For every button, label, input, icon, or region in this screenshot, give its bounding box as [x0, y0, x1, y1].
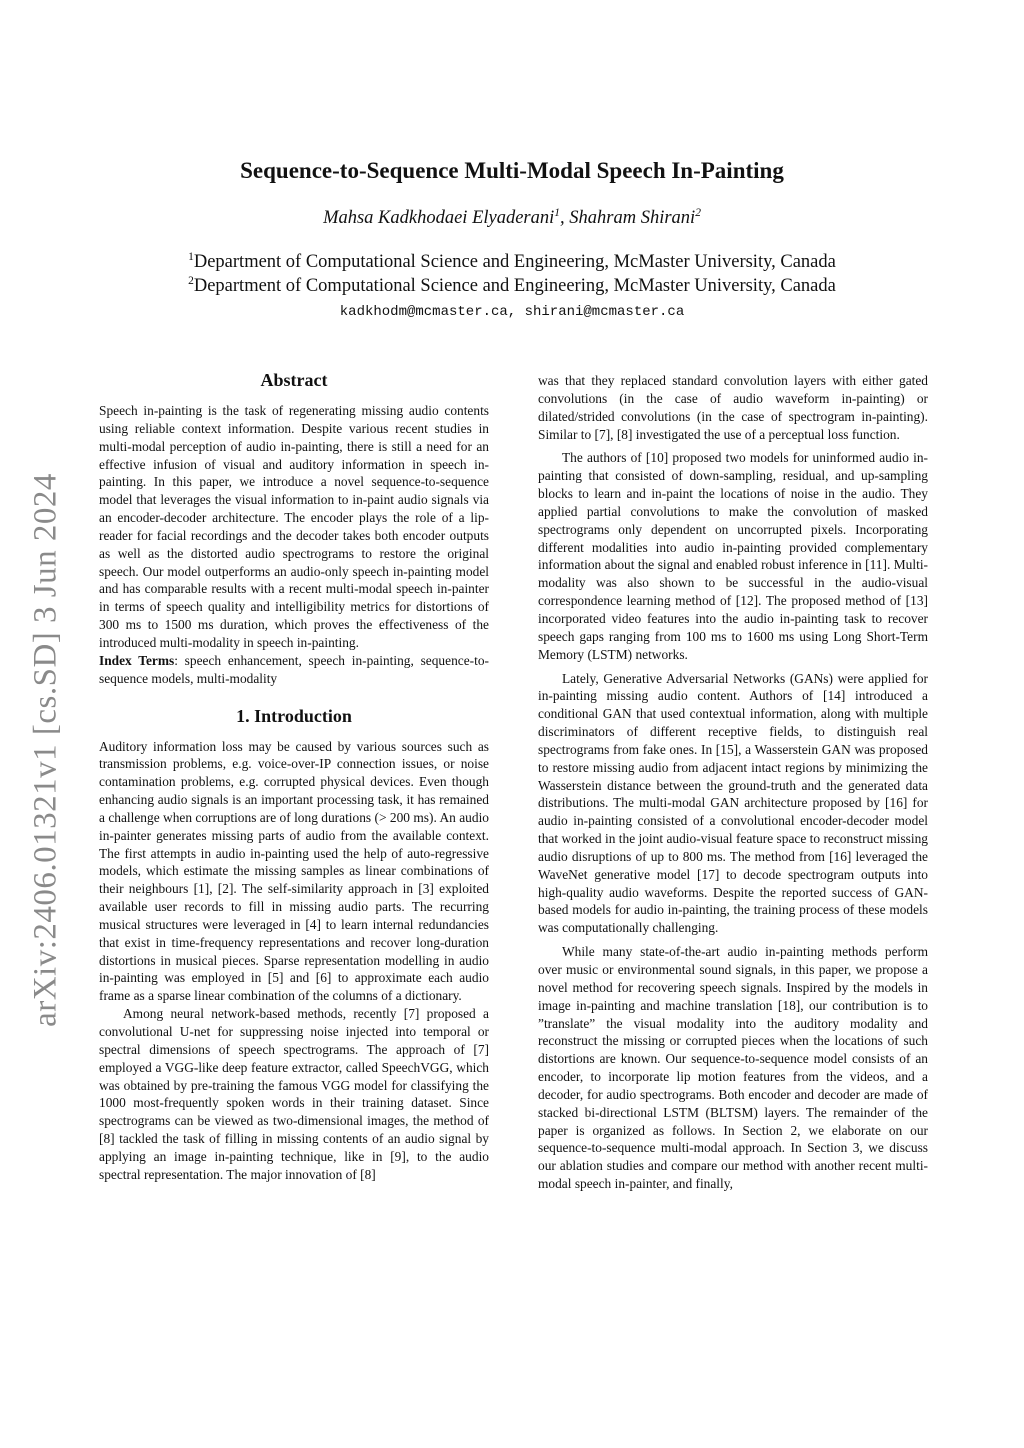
affiliation	[0, 252, 1024, 273]
body-paragraph: Auditory information loss may be caused by various sources such as transmission problems, e.g. voice-over-IP connection issues, or noise contamination problems, e.g. corrupted physical devices. Even though enhancing audio signals is an important processing task, it has remained a challenge when corruptions are of long durations (> 200 ms). An audio in-painter generates missing parts of audio from the available context. The first attempts in audio in-painting used the help of auto-regressive models, which estimate the missing samples as linear combinations of their neighbours [1], [2]. The self-similarity approach in [3] exploited available user records to fill in missing audio parts. The recurring musical structures were leveraged in [4] to learn internal redundancies that exist in time-frequency representations and recover long-duration distortions in musical pieces. Sparse representation modelling in audio in-painting was employed in [5] and [6] to approximate each audio frame as a sparse linear combination of the columns of a dictionary.	[99, 738, 489, 1004]
body-paragraph: Lately, Generative Adversarial Networks (GANs) were applied for in-painting missing audio content. Authors of [14] introduced a conditional GAN that used contextual information, along with multiple discriminators of different receptive fields, to distinguish real spectrograms from fake ones. In [15], a Wasserstein GAN was proposed to restore missing audio from adjacent intact regions by minimizing the Wasserstein distance between the ground-truth and the generated data distributions. The multi-modal GAN architecture proposed by [16] for audio in-painting consisted of a convolutional encoder-decoder model that worked in the joint audio-visual feature space to reconstruct missing audio disruptions of up to 800 ms. The method from [16] leveraged the WaveNet generative model [17] to decode spectrogram outputs into high-quality audio waveforms. Despite the reported success of GAN-based models for audio in-painting, the training process of these models was computationally challenging.	[538, 670, 928, 936]
affiliation-text: Department of Computational Science and Engineering, McMaster University, Canada	[193, 276, 836, 296]
arxiv-identifier	[18, 465, 73, 1035]
body-paragraph: The authors of [10] proposed two models for uninformed audio in-painting that consisted of down-sampling, residual, and up-sampling blocks to learn and in-paint the locations of noise in the audio. They applied partial convolutions to make the convolution of masked spectrograms only dependent on uncorrupted pixels. Incorporating different modalities into audio in-painting provided complementary information about the signal and enabled robust inference in [11]. Multi-modality was also shown to be successful in the audio-visual correspondence learning method of [12]. The proposed method of [13] incorporated video features into the audio in-painting task to recover speech gaps ranging from 100 ms to 1600 ms using Long Short-Term Memory (LSTM) networks.	[538, 450, 928, 662]
affiliation-mark: 2	[695, 206, 701, 219]
index-terms	[99, 652, 489, 688]
index-terms-text: : speech enhancement, speech in-painting, sequence-to-sequence models, multi-modality	[99, 652, 489, 686]
affiliation-mark: 1	[554, 206, 561, 219]
abstract-heading: Abstract	[260, 370, 328, 390]
author-list	[0, 208, 1024, 229]
index-terms-label: Index Terms	[99, 652, 175, 668]
body-paragraph: was that they replaced standard convolution layers with either gated convolutions (in the case of audio waveform in-painting) or dilated/strided convolutions (in the case of spectrogram in-painting). Similar to [7], [8] investigated the use of a perceptual loss function.	[538, 373, 928, 442]
body-paragraph: While many state-of-the-art audio in-painting methods perform over music or environmental sound signals, in this paper, we propose a novel method for recovering speech signals. Inspired by the models in image in-painting and machine translation [18], our contribution is to ”translate” the visual modality into the auditory modality and reconstruct the missing or corrupted pieces when the locations of such distortions are known. Our sequence-to-sequence model consists of an encoder, to incorporate lip motion features from the videos, and a decoder, for audio spectrograms. Both encoder and decoder are made of stacked bi-directional LSTM (BLTSM) layers. The remainder of the paper is organized as follows. In Section 2, we elaborate on our sequence-to-sequence multi-modal approach. In Section 3, we discuss our ablation studies and compare our method with another recent multi-modal speech in-painter, and finally,	[538, 944, 928, 1192]
author-name: Mahsa Kadkhodaei Elyaderani	[323, 208, 555, 228]
left-column	[99, 368, 489, 1184]
affiliation-mark: 1	[188, 250, 194, 263]
right-column	[538, 372, 928, 1193]
affiliation	[0, 276, 1024, 297]
author-emails: kadkhodm@mcmaster.ca, shirani@mcmaster.ca	[339, 304, 685, 320]
abstract-text: Speech in-painting is the task of regenerating missing audio contents using reliable context information. Despite various recent studies in multi-modal perception of audio in-painting, there is still a need for an effective infusion of visual and auditory information in speech in-painting. In this paper, we introduce a novel sequence-to-sequence model that leverages the visual information to in-paint audio signals via an encoder-decoder architecture. The encoder plays the role of a lip-reader for facial recordings and the decoder takes both encoder outputs as well as the distorted audio spectrograms to restore the original speech. Our model outperforms an audio-only speech in-painting model and has comparable results with a recent multi-modal speech in-painter in terms of speech quality and intelligibility metrics for distortions of 300 ms to 1500 ms duration, which proves the effectiveness of the introduced multi-modality in speech in-painting.	[99, 403, 489, 650]
body-paragraph: Among neural network-based methods, recently [7] proposed a convolutional U-net for suppressing noise injected into temporal or spectral dimensions of speech spectrograms. The approach of [7] employed a VGG-like deep feature extractor, called SpeechVGG, which was obtained by pre-training the famous VGG model for classifying the 1000 most-frequently spoken words in their training dataset. Since spectrograms can be viewed as two-dimensional images, the method of [8] tackled the task of filling in missing contents of an audio signal by applying an image in-painting technique, like in [9], to the audio spectral representation. The major innovation of [8]	[99, 1006, 489, 1182]
paper-title: Sequence-to-Sequence Multi-Modal Speech In-Painting	[240, 158, 784, 183]
arxiv-identifier-text: arXiv:2406.01321v1 [cs.SD] 3 Jun 2024	[27, 473, 63, 1027]
author-name: Shahram Shirani	[569, 208, 696, 228]
section-heading-introduction: 1. Introduction	[236, 705, 352, 726]
author-separator: ,	[560, 208, 570, 228]
affiliation-mark: 2	[188, 274, 194, 287]
affiliation-text: Department of Computational Science and Engineering, McMaster University, Canada	[193, 252, 836, 272]
